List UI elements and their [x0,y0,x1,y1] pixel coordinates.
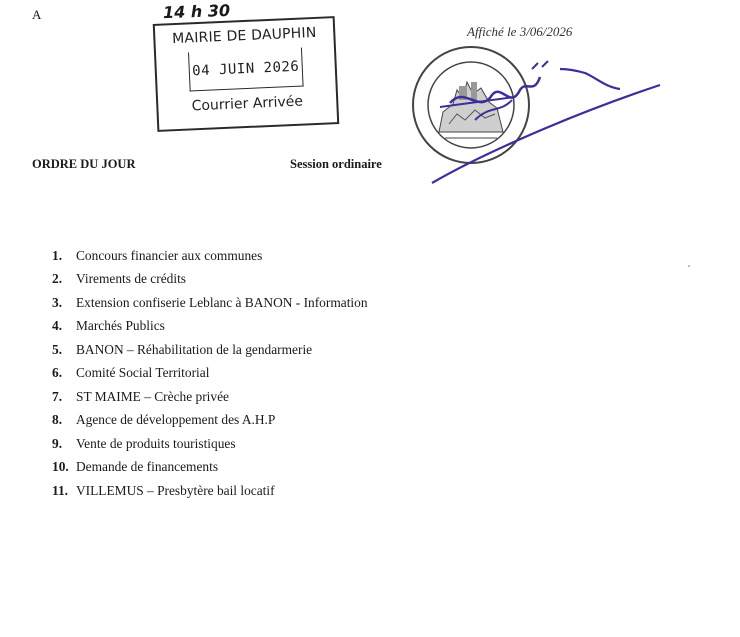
agenda-item [52,315,368,339]
agenda-item [52,479,368,503]
agenda-item [52,362,368,386]
agenda-item-number: 8. [52,412,63,428]
agenda-item [52,385,368,409]
agenda-item-label: Agence de développement des A.H.P [76,412,276,428]
stamp-date-box [188,48,304,92]
agenda-item-number: 7. [52,388,63,404]
agenda-item-label: Virements de crédits [76,271,187,287]
agenda-title: ORDRE DU JOUR [32,157,136,171]
agenda-item [52,456,368,480]
agenda-item-label: Demande de financements [76,459,219,475]
agenda-item-number: 3. [52,294,63,310]
agenda-item-label: VILLEMUS – Presbytère bail locatif [76,482,275,498]
posted-date-note: Affiché le 3/06/2026 [467,24,573,39]
agenda-item [52,409,368,433]
signature [420,55,670,190]
agenda-item-number: 2. [52,271,63,287]
scan-speck [688,265,690,267]
agenda-list [52,244,368,503]
handwritten-time-note: 14 h 30 [162,0,231,23]
agenda-item-number: 1. [52,247,63,263]
agenda-item [52,338,368,362]
agenda-item [52,268,368,292]
agenda-item-label: Extension confiserie Leblanc à BANON - Information [76,294,368,310]
agenda-item [52,432,368,456]
reception-stamp [153,16,340,132]
agenda-item [52,291,368,315]
agenda-item-label: Concours financier aux communes [76,247,263,263]
agenda-item-number: 5. [52,341,63,357]
stamp-label: Courrier Arrivée [191,93,304,115]
agenda-item-label: Marchés Publics [76,318,165,334]
page-letter: A [32,7,42,22]
stamp-organization: MAIRIE DE DAUPHIN [171,24,317,48]
agenda-item-number: 11. [52,482,68,498]
agenda-item-label: BANON – Réhabilitation de la gendarmerie [76,341,313,357]
agenda-item-number: 4. [52,318,63,334]
agenda-item-number: 6. [52,365,63,381]
agenda-item-label: Comité Social Territorial [76,365,210,381]
agenda-item [52,244,368,268]
stamp-date: 04 JUIN 2026 [191,58,300,80]
agenda-item-label: Vente de produits touristiques [76,435,236,451]
agenda-item-label: ST MAIME – Crèche privée [76,388,229,404]
agenda-item-number: 10. [52,459,69,475]
agenda-item-number: 9. [52,435,63,451]
session-type: Session ordinaire [290,157,382,171]
